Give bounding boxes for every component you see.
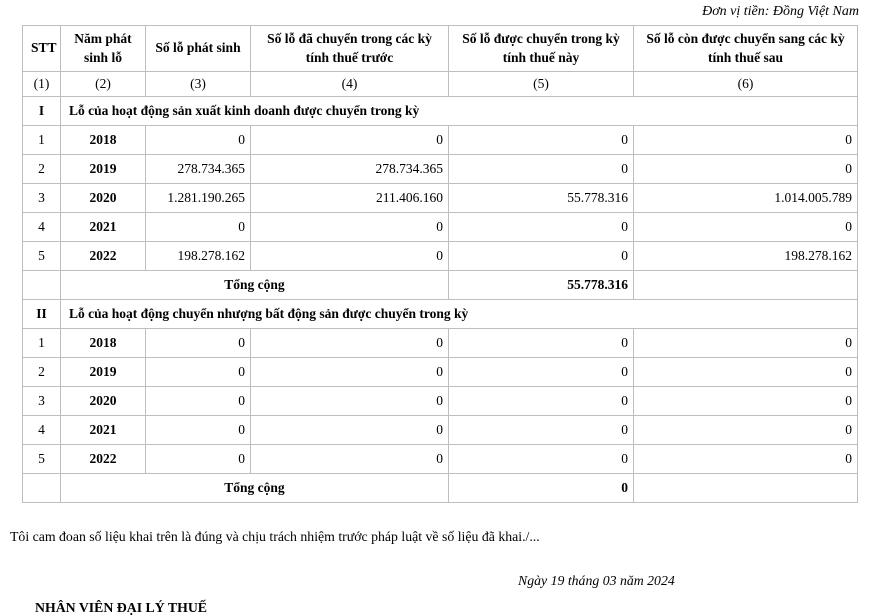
section-title: Lỗ của hoạt động sản xuất kinh doanh được chuyển trong kỳ: [61, 97, 858, 126]
col-index: (4): [251, 72, 449, 97]
table-row: [23, 155, 858, 184]
header-loss-carried-prior: Số lỗ đã chuyển trong các kỳ tính thuế trước: [251, 26, 449, 72]
cell-empty: [634, 271, 858, 300]
col-index: (2): [61, 72, 146, 97]
header-loss-remaining: Số lỗ còn được chuyển sang các kỳ tính thuế sau: [634, 26, 858, 72]
cell-loss-remaining: 0: [634, 329, 858, 358]
cell-loss-remaining: 0: [634, 387, 858, 416]
cell-loss-incurred: 278.734.365: [146, 155, 251, 184]
cell-year: 2019: [61, 358, 146, 387]
declaration-statement: Tôi cam đoan số liệu khai trên là đúng và chịu trách nhiệm trước pháp luật về số liệu đã khai./...: [10, 529, 540, 544]
cell-year: 2020: [61, 184, 146, 213]
table-row: [23, 184, 858, 213]
cell-stt: 4: [23, 213, 61, 242]
total-label: Tổng cộng: [61, 474, 449, 503]
header-loss-carried-current: Số lỗ được chuyển trong kỳ tính thuế này: [449, 26, 634, 72]
cell-loss-carried-prior: 211.406.160: [251, 184, 449, 213]
cell-loss-carried-prior: 0: [251, 242, 449, 271]
cell-loss-carried-current: 0: [449, 445, 634, 474]
cell-loss-remaining: 0: [634, 445, 858, 474]
table-row: [23, 126, 858, 155]
cell-year: 2018: [61, 329, 146, 358]
section-total-row: [23, 474, 858, 503]
col-index: (1): [23, 72, 61, 97]
cell-year: 2021: [61, 416, 146, 445]
cell-loss-carried-current: 0: [449, 213, 634, 242]
cell-year: 2019: [61, 155, 146, 184]
cell-year: 2022: [61, 445, 146, 474]
cell-loss-carried-current: 55.778.316: [449, 184, 634, 213]
cell-stt: 5: [23, 445, 61, 474]
cell-stt: 2: [23, 155, 61, 184]
header-row: [23, 26, 858, 72]
cell-loss-incurred: 0: [146, 445, 251, 474]
header-stt: STT: [23, 26, 61, 72]
table-row: [23, 242, 858, 271]
col-index: (6): [634, 72, 858, 97]
cell-loss-incurred: 0: [146, 126, 251, 155]
cell-loss-remaining: 0: [634, 358, 858, 387]
section-title: Lỗ của hoạt động chuyển nhượng bất động sản được chuyển trong kỳ: [61, 300, 858, 329]
cell-loss-carried-current: 0: [449, 155, 634, 184]
header-loss-year: Năm phát sinh lỗ: [61, 26, 146, 72]
cell-loss-carried-prior: 0: [251, 416, 449, 445]
column-index-row: [23, 72, 858, 97]
cell-loss-carried-current: 0: [449, 242, 634, 271]
col-index: (5): [449, 72, 634, 97]
cell-loss-carried-current: 0: [449, 329, 634, 358]
cell-stt: 3: [23, 387, 61, 416]
loss-carryforward-table: [22, 25, 858, 503]
table-row: [23, 213, 858, 242]
cell-stt: 1: [23, 126, 61, 155]
cell-loss-carried-prior: 0: [251, 126, 449, 155]
section-row-business-loss: [23, 97, 858, 126]
cell-loss-remaining: 1.014.005.789: [634, 184, 858, 213]
col-index: (3): [146, 72, 251, 97]
cell-stt: 2: [23, 358, 61, 387]
table-row: [23, 358, 858, 387]
cell-loss-remaining: 0: [634, 126, 858, 155]
total-loss-carried-current: 55.778.316: [449, 271, 634, 300]
cell-year: 2018: [61, 126, 146, 155]
cell-loss-incurred: 0: [146, 213, 251, 242]
table-row: [23, 387, 858, 416]
cell-year: 2022: [61, 242, 146, 271]
cell-loss-carried-current: 0: [449, 126, 634, 155]
section-total-row: [23, 271, 858, 300]
cell-empty: [23, 271, 61, 300]
currency-unit-note: Đơn vị tiền: Đồng Việt Nam: [702, 4, 859, 19]
table-row: [23, 416, 858, 445]
cell-loss-carried-current: 0: [449, 416, 634, 445]
cell-loss-incurred: 0: [146, 329, 251, 358]
cell-stt: 3: [23, 184, 61, 213]
cell-loss-carried-prior: 0: [251, 358, 449, 387]
total-label: Tổng cộng: [61, 271, 449, 300]
cell-stt: 5: [23, 242, 61, 271]
cell-loss-carried-prior: 0: [251, 329, 449, 358]
signature-date: Ngày 19 tháng 03 năm 2024: [518, 573, 675, 588]
section-row-real-estate-loss: [23, 300, 858, 329]
cell-loss-carried-current: 0: [449, 387, 634, 416]
cell-loss-remaining: 0: [634, 155, 858, 184]
cell-empty: [634, 474, 858, 503]
cell-loss-incurred: 1.281.190.265: [146, 184, 251, 213]
cell-loss-incurred: 0: [146, 358, 251, 387]
cell-loss-carried-prior: 278.734.365: [251, 155, 449, 184]
section-index: I: [23, 97, 61, 126]
signer-title: NHÂN VIÊN ĐẠI LÝ THUẾ: [35, 600, 207, 615]
cell-year: 2021: [61, 213, 146, 242]
table-row: [23, 329, 858, 358]
cell-loss-incurred: 0: [146, 387, 251, 416]
cell-loss-carried-prior: 0: [251, 445, 449, 474]
cell-stt: 4: [23, 416, 61, 445]
cell-loss-remaining: 0: [634, 213, 858, 242]
cell-loss-incurred: 0: [146, 416, 251, 445]
cell-year: 2020: [61, 387, 146, 416]
table-row: [23, 445, 858, 474]
cell-loss-carried-prior: 0: [251, 387, 449, 416]
cell-loss-carried-current: 0: [449, 358, 634, 387]
cell-stt: 1: [23, 329, 61, 358]
cell-empty: [23, 474, 61, 503]
cell-loss-remaining: 198.278.162: [634, 242, 858, 271]
cell-loss-remaining: 0: [634, 416, 858, 445]
cell-loss-carried-prior: 0: [251, 213, 449, 242]
section-index: II: [23, 300, 61, 329]
cell-loss-incurred: 198.278.162: [146, 242, 251, 271]
header-loss-incurred: Số lỗ phát sinh: [146, 26, 251, 72]
total-loss-carried-current: 0: [449, 474, 634, 503]
